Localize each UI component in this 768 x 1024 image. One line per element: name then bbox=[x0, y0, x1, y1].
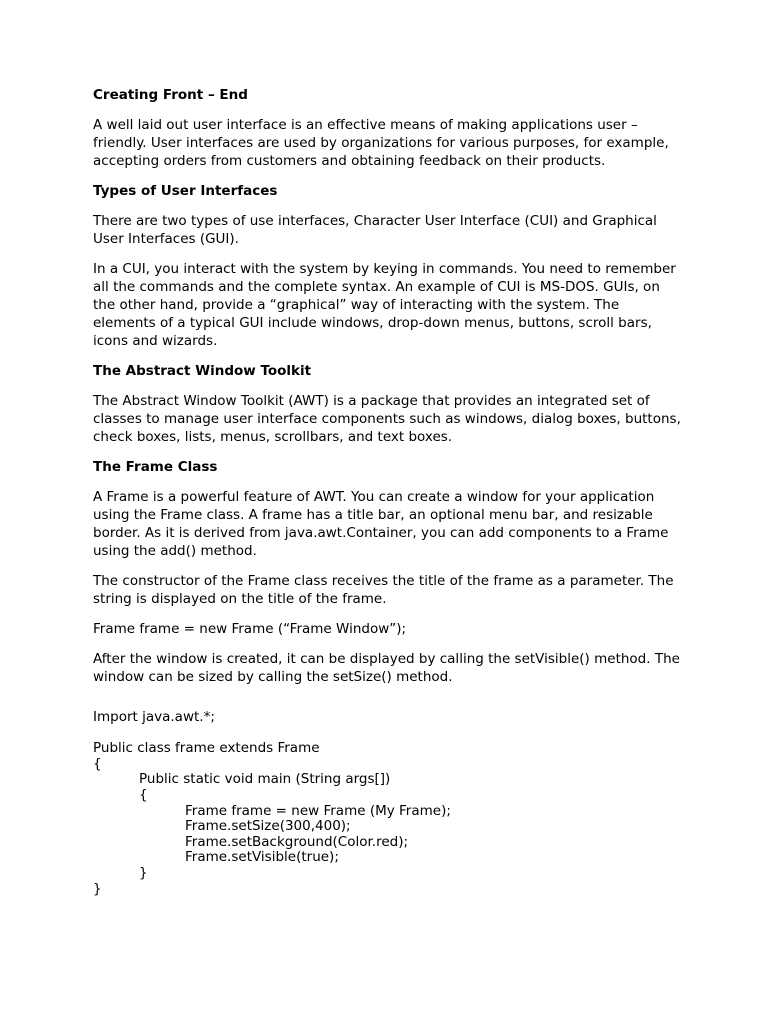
paragraph-awt: The Abstract Window Toolkit (AWT) is a package that provides an integrated set of classes to manage user interface components such as windows, dialog boxes, buttons, check boxes, lists, menus, scrollbars, and text boxes. bbox=[93, 393, 681, 445]
code-main-open-brace: { bbox=[139, 786, 148, 803]
code-line-new-frame: Frame frame = new Frame (My Frame); bbox=[185, 802, 451, 819]
code-line-set-background: Frame.setBackground(Color.red); bbox=[185, 833, 409, 850]
heading-frame-class: The Frame Class bbox=[93, 459, 218, 475]
code-class-declaration: Public class frame extends Frame bbox=[93, 740, 320, 757]
paragraph-intro: A well laid out user interface is an effective means of making applications user – friendly. User interfaces are used by organizations for various purposes, for example, accepting orders from customers and obtaining feedback on their products. bbox=[93, 117, 669, 169]
heading-types-of-user-interfaces: Types of User Interfaces bbox=[93, 183, 278, 199]
code-listing bbox=[93, 710, 683, 897]
code-main-close-brace: } bbox=[139, 864, 148, 881]
paragraph-frame-constructor: The constructor of the Frame class receives the title of the frame as a parameter. The string is displayed on the title of the frame. bbox=[93, 573, 674, 607]
code-line-set-visible: Frame.setVisible(true); bbox=[185, 849, 339, 866]
code-open-brace: { bbox=[93, 755, 102, 772]
paragraph-cui-gui: In a CUI, you interact with the system by keying in commands. You need to remember all the commands and the complete syntax. An example of CUI is MS-DOS. GUIs, on the other hand, provide a “graphical” way of interacting with the system. The elements of a typical GUI include windows, drop-down menus, buttons, scroll bars, icons and wizards. bbox=[93, 261, 676, 349]
heading-creating-front-end: Creating Front – End bbox=[93, 87, 248, 103]
code-line-set-size: Frame.setSize(300,400); bbox=[185, 818, 351, 835]
heading-abstract-window-toolkit: The Abstract Window Toolkit bbox=[93, 363, 312, 379]
paragraph-two-types: There are two types of use interfaces, Character User Interface (CUI) and Graphical User Interfaces (GUI). bbox=[93, 213, 657, 247]
code-blank-line bbox=[93, 726, 683, 742]
code-import: Import java.awt.*; bbox=[93, 709, 215, 725]
code-main-declaration: Public static void main (String args[]) bbox=[139, 771, 391, 788]
paragraph-frame-feature: A Frame is a powerful feature of AWT. You can create a window for your application using the Frame class. A frame has a title bar, an optional menu bar, and resizable border. As it is derived from java.awt.Container, you can add components to a Frame using the add() method. bbox=[93, 489, 669, 559]
paragraph-frame-visible: After the window is created, it can be displayed by calling the setVisible() method. The window can be sized by calling the setSize() method. bbox=[93, 651, 680, 685]
document-page bbox=[93, 86, 683, 897]
paragraph-frame-example: Frame frame = new Frame (“Frame Window”); bbox=[93, 621, 407, 637]
code-close-brace: } bbox=[93, 880, 102, 897]
